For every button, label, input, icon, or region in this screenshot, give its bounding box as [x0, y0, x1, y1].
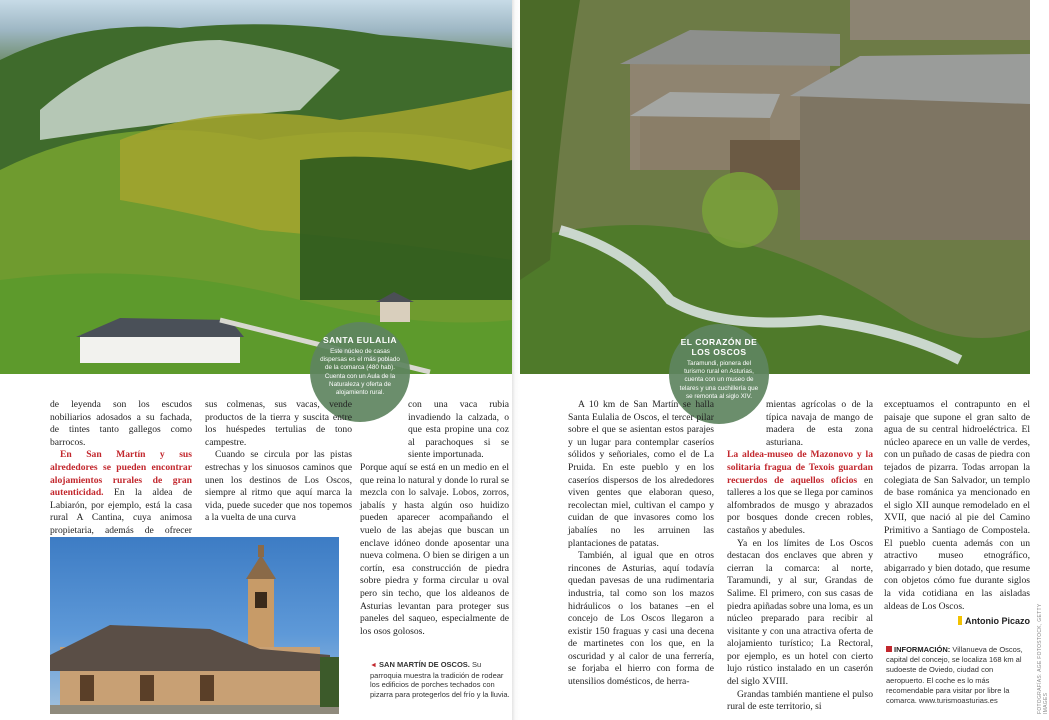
- valley-photo: [0, 0, 512, 374]
- paragraph-text: con una vaca rubia invadiendo la calzada, o que esta propine una coz al parachoques si se siente importunada.: [408, 399, 509, 461]
- paragraph-text: en talleres a los que se llega por caminos alfombrados de musgo y abrazados por bosques donde crecen robles, castaños y abedules.: [727, 474, 873, 536]
- paragraph-text: Porque aquí se está en un medio en el que reina lo natural y donde lo rural se mezcla con lo salvaje. Lobos, zorros, jabalís y hasta algún oso huidizo pueden aparecer acompañando el vuelo de las abejas que buscan un enclave idóneo donde aposentar una nueva colmena. O bien se dirigen a un cortín, esa construcción de piedra sobre piedra y forma circular u oval pero sin techo, que los aldeanos de Asturias levantan para proteger sus paneles del saqueo, especialmente de los osos golosos.: [360, 461, 509, 637]
- paragraph: Ya en los límites de Los Oscos destacan dos enclaves que abren y cierran la comarca: al norte, Taramundi, y al sur, Grandas de Salime. El primero, con sus casas de piedra apiñadas sobre una loma, es un núcleo preparado para recibir al visitante y con una atractiva oferta de alojamiento turístico; La Rectoral, por ejemplo, es un hotel con cierto lujo rústico instalado en un caserón del siglo XVIII.: [727, 537, 873, 688]
- paragraph: sus colmenas, sus vacas, vende productos de la tierra y suscita entre los huéspedes tertulias de tono campestre.: [205, 399, 352, 448]
- church-photo: [50, 537, 339, 714]
- badge-text: Taramundi, pionera del turismo rural en Asturias, cuenta con un museo de telares y una cuchillería que se remonta al siglo XIV.: [679, 360, 759, 400]
- church-illustration: [50, 537, 339, 714]
- author-signature: [958, 616, 1030, 626]
- caption-text: Su parroquia muestra la tradición de rodear los edificios de porches techados con pizarra para protegerlos del frío y la lluvia.: [370, 660, 510, 699]
- photo-credit: FOTOGRAFÍAS: AGE FOTOSTOCK, GETTY IMAGES: [1037, 603, 1049, 714]
- paragraph: También, al igual que en otros rincones de Asturias, aquí todavía quedan pavesas de una rudimentaria industria, tal como son los mazos hidráulicos o los batanes –en el concejo de Los Oscos llegaron a existir 150 fraguas y casi una decena de martinetes con los que, en la oscuridad y al calor de una ferrería, se forjaba el hierro con forma de utensilios domésticos, de herra-: [568, 550, 714, 688]
- left-page: [0, 0, 512, 720]
- paragraph: A 10 km de San Martín se halla Santa Eulalia de Oscos, el tercer pilar sobre el que se asientan estos parajes y un lugar para contemplar caseríos sólidos y señoriales, como el de La Pruida. En este pueblo y en los caseríos dispersos de los alrededores viven gentes que elaboran queso, recolectan miel, cultivan el campo y cuidan de que invasores como los jabalíes no les arruinen las plantaciones de patatas.: [568, 399, 714, 549]
- article-column-1: [50, 399, 192, 550]
- paragraph: de leyenda son los escudos nobiliarios adosados a su fachada, de tintes tanto gallegos como barrocos.: [50, 399, 192, 448]
- valley-illustration: [0, 0, 512, 374]
- info-text: Villanueva de Oscos, capital del concejo, se localiza 168 km al sudoeste de Oviedo, ciudad con aeropuerto. El coche es lo más recomendable para visitar por libre la comarca. www.turismoasturias.es: [886, 645, 1023, 706]
- caption-arrow-icon: ◄: [370, 662, 377, 669]
- church-photo-caption: [370, 660, 510, 699]
- paragraph: Cuando se circula por las pistas estrechas y los sinuosos caminos que unen los destinos de Los Oscos, siempre al ritmo que aquí marca la vida, puede suceder que nos topemos a la vuelta de una curva: [205, 449, 352, 524]
- caption-title: SAN MARTÍN DE OSCOS.: [379, 660, 470, 669]
- highlight-text: En San Martín y sus alrededores se pueden encontrar alojamientos rurales de gran autenticidad.: [50, 449, 192, 499]
- page-gutter: [512, 0, 520, 720]
- badge-title: EL CORAZÓN DE LOS OSCOS: [680, 337, 758, 357]
- article-column-5: [727, 399, 873, 714]
- article-column-6: [884, 399, 1030, 629]
- highlight-text: La aldea-museo de Mazonovo y la solitaria fragua de Texois guardan recuerdos de aquellos oficios: [727, 449, 873, 486]
- info-title: INFORMACIÓN:: [894, 645, 951, 654]
- paragraph: Grandas también mantiene el pulso rural de este territorio, si: [727, 688, 873, 713]
- article-column-2: [205, 399, 352, 525]
- badge-text: Este núcleo de casas dispersas es el más poblado de la comarca (480 hab). Cuenta con un Aula de la Naturaleza y oferta de alojamiento rural.: [320, 348, 400, 397]
- village-illustration: [520, 0, 1030, 374]
- paragraph: [50, 449, 192, 550]
- info-box: [886, 645, 1032, 706]
- article-column-4: [568, 399, 714, 689]
- paragraph: exceptuamos el contrapunto en el paisaje que supone el gran salto de agua de su central hidroeléctrica. El núcleo aparece en un valle de verdes, con un puñado de casas de piedra con tejados de pizarra. Todas arropan la colegiata de San Salvador, un templo de base románica ya mencionado en el siglo XII aunque remodelado en el XVII, que nació al pie del Camino Primitivo a Santiago de Compostela. El pueblo cuenta además con un atractivo museo etnográfico, abigarrado y bien dotado, que resume con objetos cómo fue durante siglos la vida cotidiana en las aisladas aldeas de Los Oscos.: [884, 399, 1030, 612]
- paragraph: [360, 399, 509, 638]
- paragraph-text: mientas agrícolas o de la típica navaja de mango de madera de esta zona asturiana.: [766, 399, 873, 448]
- article-column-3: [360, 399, 509, 638]
- paragraph: [727, 399, 873, 538]
- signature-line: [884, 615, 1030, 629]
- info-square-icon: [886, 646, 892, 652]
- paragraph-text: En la aldea de Labiarón, por ejemplo, está la casa rural A Cantina, cuya animosa propietaria, además de ofrecer: [50, 487, 192, 536]
- author-name: Antonio Picazo: [965, 616, 1030, 627]
- village-photo: [520, 0, 1030, 374]
- signature-bar-icon: [958, 616, 962, 625]
- badge-title: SANTA EULALIA: [322, 335, 398, 345]
